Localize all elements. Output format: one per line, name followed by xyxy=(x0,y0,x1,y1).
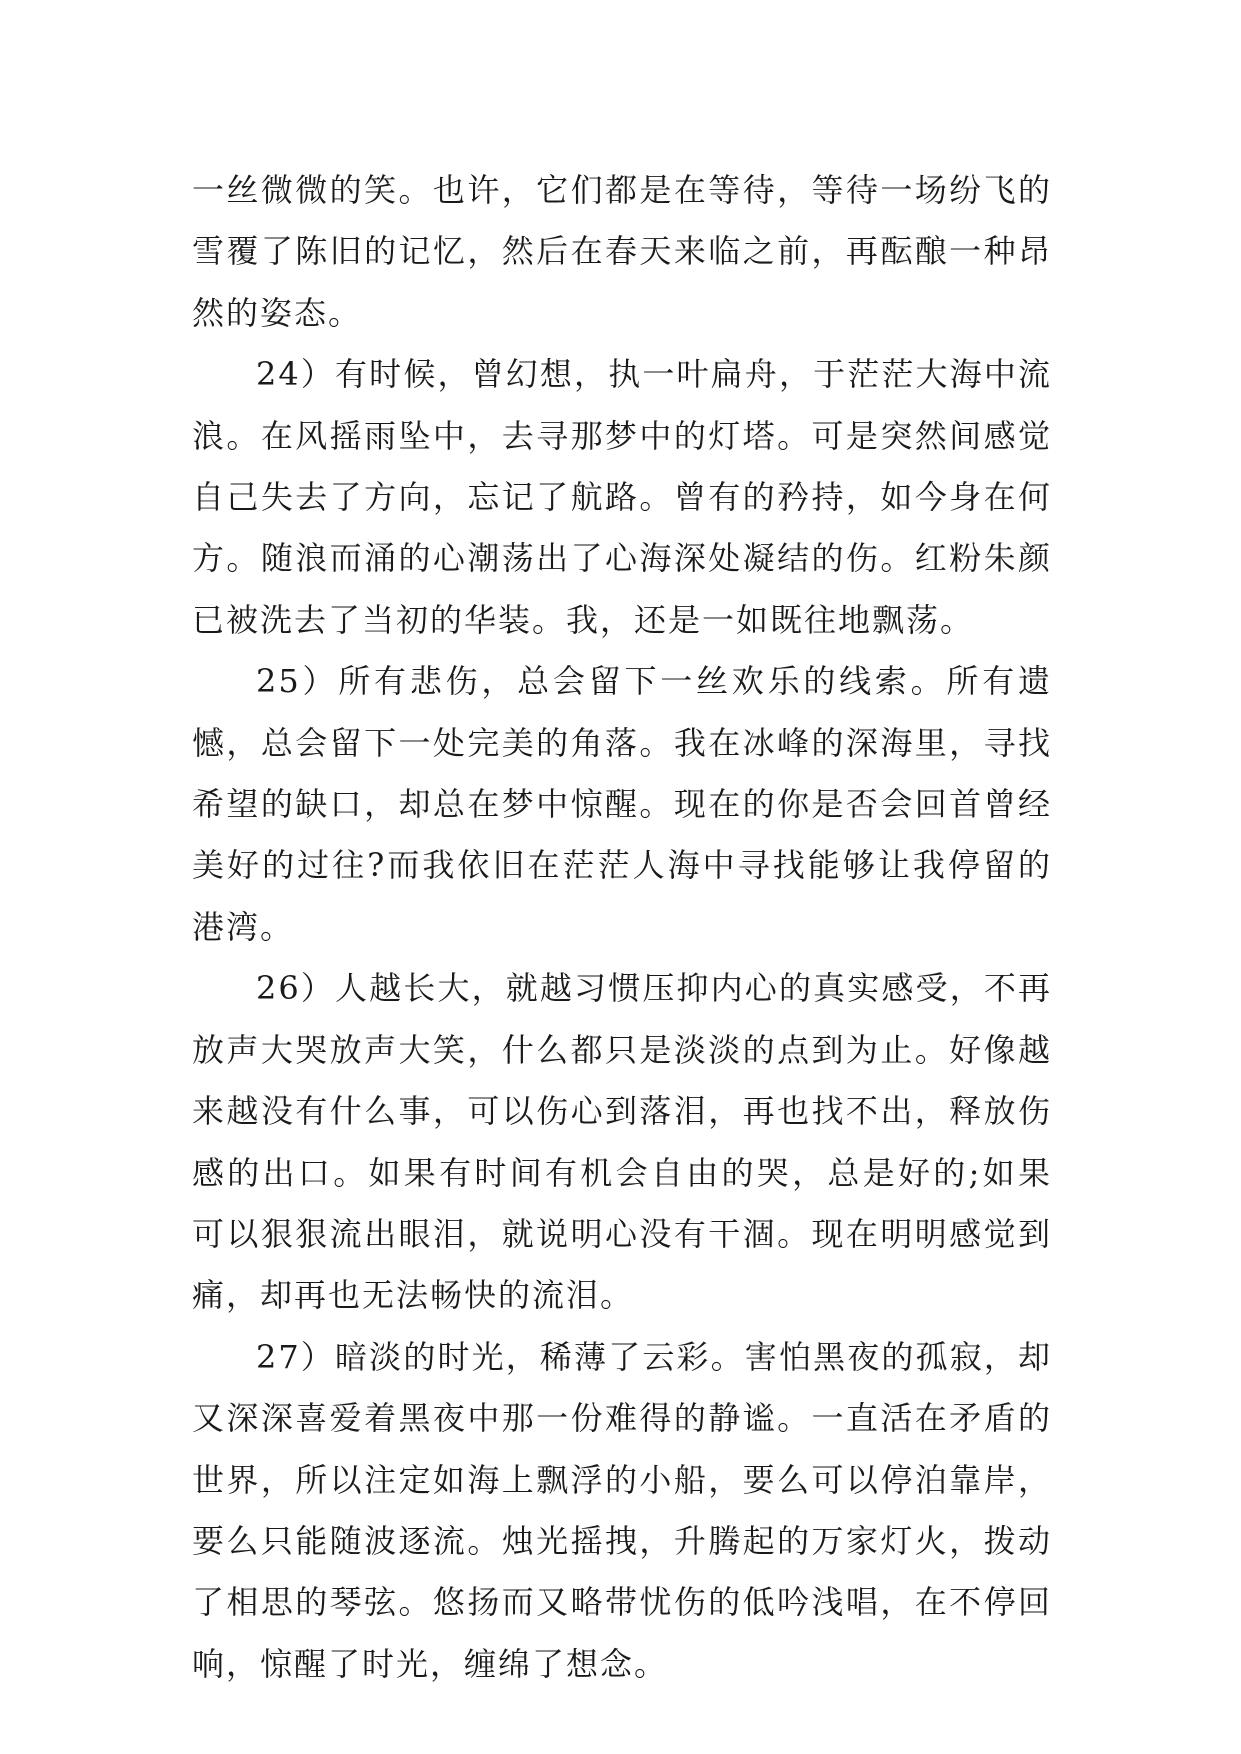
paragraph: 一丝微微的笑。也许，它们都是在等待，等待一场纷飞的雪覆了陈旧的记忆，然后在春天来临之前，再酝酿一种昂然的姿态。 xyxy=(192,171,1052,332)
paragraph: 25）所有悲伤，总会留下一丝欢乐的线索。所有遗憾，总会留下一处完美的角落。我在冰峰的深海里，寻找希望的缺口，却总在梦中惊醒。现在的你是否会回首曾经美好的过往?而我依旧在茫茫人海中寻找能够让我停留的港湾。 xyxy=(192,662,1052,946)
paragraph: 24）有时候，曾幻想，执一叶扁舟，于茫茫大海中流浪。在风摇雨坠中，去寻那梦中的灯塔。可是突然间感觉自己失去了方向，忘记了航路。曾有的矜持，如今身在何方。随浪而涌的心潮荡出了心海深处凝结的伤。红粉朱颜已被洗去了当初的华装。我，还是一如既往地飘荡。 xyxy=(192,355,1052,639)
paragraph: 27）暗淡的时光，稀薄了云彩。害怕黑夜的孤寂，却又深深喜爱着黑夜中那一份难得的静谧。一直活在矛盾的世界，所以注定如海上飘浮的小船，要么可以停泊靠岸，要么只能随波逐流。烛光摇拽，升腾起的万家灯火，拨动了相思的琴弦。悠扬而又略带忧伤的低吟浅唱，在不停回响，惊醒了时光，缠绵了想念。 xyxy=(192,1337,1052,1683)
paragraph: 26）人越长大，就越习惯压抑内心的真实感受，不再放声大哭放声大笑，什么都只是淡淡的点到为止。好像越来越没有什么事，可以伤心到落泪，再也找不出，释放伤感的出口。如果有时间有机会自由的哭，总是好的;如果可以狠狠流出眼泪，就说明心没有干涸。现在明明感觉到痛，却再也无法畅快的流泪。 xyxy=(192,969,1052,1315)
document-body xyxy=(192,160,1052,1695)
